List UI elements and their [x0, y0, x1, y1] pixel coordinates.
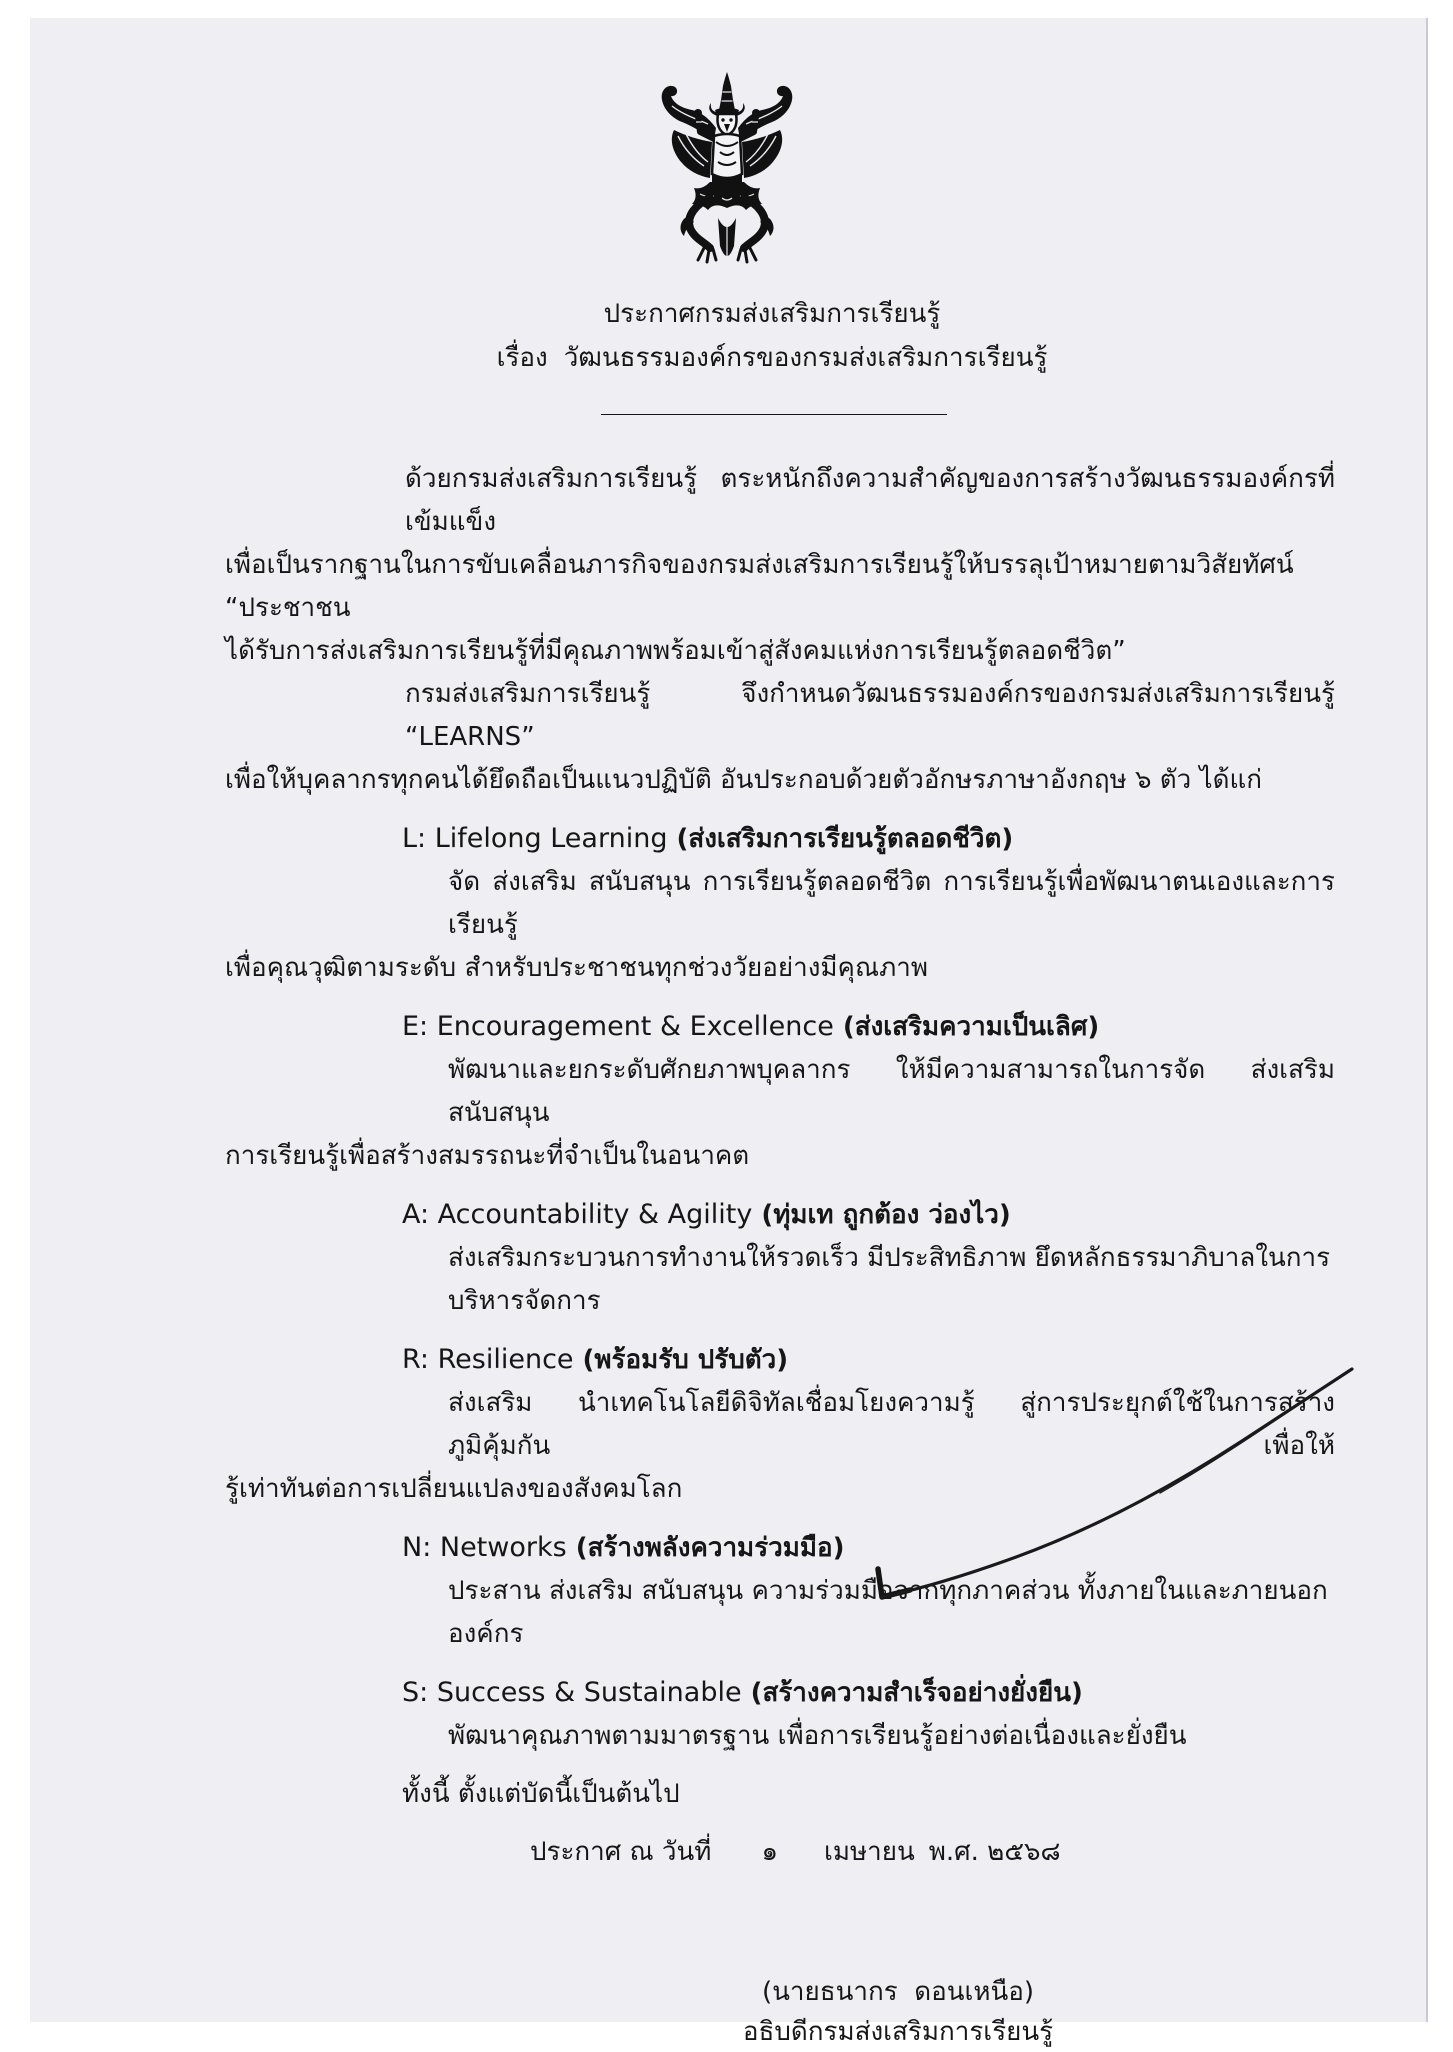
date-day: ๑ — [761, 1837, 778, 1867]
date-year: พ.ศ. ๒๕๖๘ — [928, 1837, 1061, 1867]
emblem-wing-left — [662, 86, 716, 178]
value-heading-th: (ส่งเสริมความเป็นเลิศ) — [842, 1012, 1100, 1042]
value-heading-th: (พร้อมรับ ปรับตัว) — [582, 1345, 789, 1375]
signatory-position: อธิบดีกรมส่งเสริมการเรียนรู้ — [742, 2017, 1054, 2047]
value-s — [225, 1671, 1335, 1758]
value-description-line: รู้เท่าทันต่อการเปลี่ยนแปลงของสังคมโลก — [225, 1474, 683, 1504]
value-description-line: ประสาน ส่งเสริม สนับสนุน ความร่วมมือจากทุกภาคส่วน ทั้งภายในและภายนอกองค์กร — [448, 1576, 1328, 1649]
date-label: ประกาศ ณ วันที่ — [530, 1837, 712, 1867]
closing-statement: ทั้งนี้ ตั้งแต่บัดนี้เป็นต้นไป — [402, 1779, 680, 1809]
value-heading-th: (สร้างพลังความร่วมมือ) — [575, 1533, 845, 1563]
announcement-body — [225, 458, 1335, 2052]
value-heading-th: (สร้างความสำเร็จอย่างยั่งยืน) — [750, 1678, 1083, 1708]
garuda-emblem — [652, 70, 802, 270]
emblem-wing-right — [738, 86, 792, 178]
value-description-line: ส่งเสริม นำเทคโนโลยีดิจิทัลเชื่อมโยงความรู้ สู่การประยุกต์ใช้ในการสร้างภูมิคุ้มกัน เพื่อให้ — [448, 1388, 1335, 1461]
subject-text: วัฒนธรรมองค์กรของกรมส่งเสริมการเรียนรู้ — [563, 343, 1048, 373]
title-divider — [601, 414, 947, 415]
value-description-line: เพื่อคุณวุฒิตามระดับ สำหรับประชาชนทุกช่วงวัยอย่างมีคุณภาพ — [225, 953, 928, 983]
value-heading-en: N: Networks — [402, 1532, 567, 1563]
announcement-title: ประกาศกรมส่งเสริมการเรียนรู้ — [603, 299, 941, 329]
value-a — [225, 1193, 1335, 1323]
value-l — [225, 817, 1335, 990]
value-description-line: ส่งเสริมกระบวนการทำงานให้รวดเร็ว มีประสิทธิภาพ ยึดหลักธรรมาภิบาลในการบริหารจัดการ — [448, 1243, 1331, 1316]
intro-paragraph-2-line-2: เพื่อให้บุคลากรทุกคนได้ยึดถือเป็นแนวปฏิบัติ อันประกอบด้วยตัวอักษรภาษาอังกฤษ ๖ ตัว ได้แก่ — [225, 765, 1263, 795]
signatory-name: (นายธนากร ดอนเหนือ) — [761, 1977, 1035, 2007]
value-description-line: การเรียนรู้เพื่อสร้างสมรรถนะที่จำเป็นในอนาคต — [225, 1141, 750, 1171]
signatory-block — [598, 1972, 1198, 2052]
value-heading-en: E: Encouragement & Excellence — [402, 1011, 834, 1042]
value-heading — [225, 1338, 1335, 1382]
value-description-line: พัฒนาคุณภาพตามมาตรฐาน เพื่อการเรียนรู้อย่างต่อเนื่องและยั่งยืน — [448, 1721, 1187, 1751]
value-description-line: จัด ส่งเสริม สนับสนุน การเรียนรู้ตลอดชีวิต การเรียนรู้เพื่อพัฒนาตนเองและการเรียนรู้ — [448, 867, 1335, 940]
intro-paragraph-1-line-1: ด้วยกรมส่งเสริมการเรียนรู้ ตระหนักถึงความสำคัญของการสร้างวัฒนธรรมองค์กรที่เข้มแข็ง — [405, 464, 1335, 537]
value-heading — [225, 1005, 1335, 1049]
emblem-torso — [712, 134, 742, 186]
intro-paragraph-1 — [225, 458, 1335, 673]
value-heading-th: (ทุ่มเท ถูกต้อง ว่องไว) — [761, 1200, 1011, 1230]
value-heading — [225, 1671, 1335, 1715]
value-heading — [225, 1526, 1335, 1570]
announcement-date — [225, 1831, 1335, 1874]
emblem-head — [718, 114, 737, 136]
intro-paragraph-2-line-1: กรมส่งเสริมการเรียนรู้ จึงกำหนดวัฒนธรรมองค์กรของกรมส่งเสริมการเรียนรู้ “LEARNS” — [405, 679, 1335, 752]
value-heading-en: L: Lifelong Learning — [402, 823, 668, 854]
value-r — [225, 1338, 1335, 1511]
subject-label: เรื่อง — [496, 343, 548, 373]
announcement-subject — [372, 336, 1172, 380]
intro-paragraph-1-line-3: ได้รับการส่งเสริมการเรียนรู้ที่มีคุณภาพพร้อมเข้าสู่สังคมแห่งการเรียนรู้ตลอดชีวิต” — [225, 636, 1126, 666]
announcement-header — [372, 292, 1172, 380]
value-n — [225, 1526, 1335, 1656]
value-heading-en: R: Resilience — [402, 1344, 574, 1375]
value-heading-en: S: Success & Sustainable — [402, 1677, 742, 1708]
value-heading — [225, 817, 1335, 861]
intro-paragraph-1-line-2: เพื่อเป็นรากฐานในการขับเคลื่อนภารกิจของกรมส่งเสริมการเรียนรู้ให้บรรลุเป้าหมายตามวิสัยทัศน์ “ประชาชน — [225, 550, 1294, 623]
emblem-crown — [709, 72, 745, 116]
value-heading-th: (ส่งเสริมการเรียนรู้ตลอดชีวิต) — [676, 824, 1014, 854]
intro-paragraph-2 — [225, 673, 1335, 802]
value-heading-en: A: Accountability & Agility — [402, 1199, 753, 1230]
value-description-line: พัฒนาและยกระดับศักยภาพบุคลากร ให้มีความสามารถในการจัด ส่งเสริม สนับสนุน — [448, 1055, 1335, 1128]
date-month: เมษายน — [823, 1837, 915, 1867]
value-heading — [225, 1193, 1335, 1237]
value-e — [225, 1005, 1335, 1178]
emblem-legs — [681, 182, 774, 262]
